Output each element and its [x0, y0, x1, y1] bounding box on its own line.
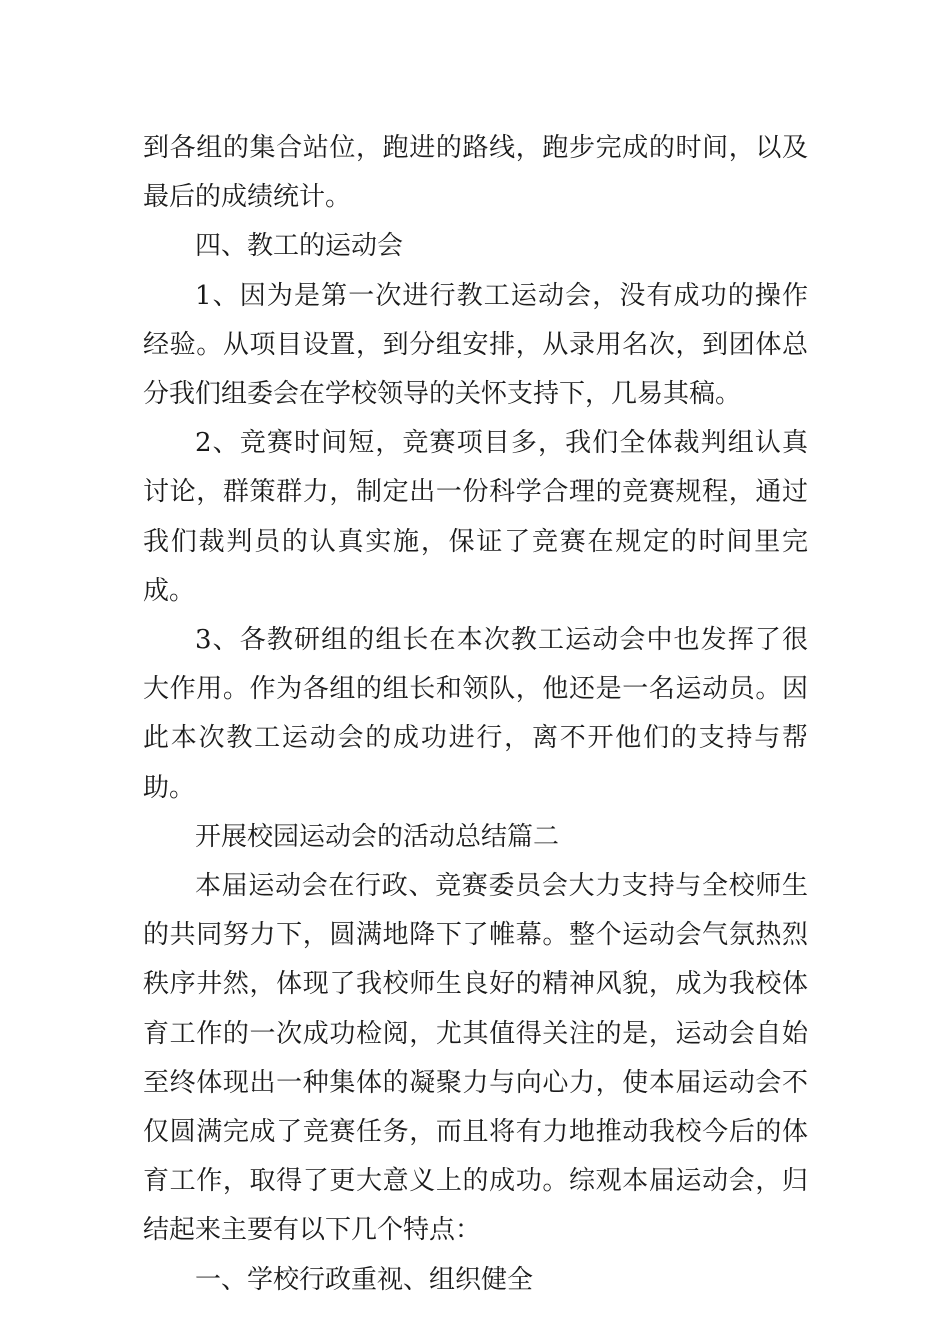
paragraph-summary: 本届运动会在行政、竞赛委员会大力支持与全校师生的共同努力下，圆满地降下了帷幕。整个运动会气氛热烈秩序井然，体现了我校师生良好的精神风貌，成为我校体育工作的一次成功检阅，尤其值得关注的是，运动会自始至终体现出一种集体的凝聚力与向心力，使本届运动会不仅圆满完成了竞赛任务，而且将有力地推动我校今后的体育工作，取得了更大意义上的成功。综观本届运动会，归结起来主要有以下几个特点： [143, 871, 808, 1246]
article-title-part-two: 开展校园运动会的活动总结篇二 [195, 821, 560, 852]
paragraph-continuation: 到各组的集合站位，跑进的路线，跑步完成的时间，以及最后的成绩统计。 [143, 133, 808, 213]
paragraph-point-1: 1、因为是第一次进行教工运动会，没有成功的操作经验。从项目设置，到分组安排，从录用名次，到团体总分我们组委会在学校领导的关怀支持下，几易其稿。 [143, 280, 808, 410]
section-heading-staff-games: 四、教工的运动会 [195, 231, 404, 262]
document-body [143, 124, 808, 1305]
paragraph-point-2: 2、竞赛时间短，竞赛项目多，我们全体裁判组认真讨论，群策群力，制定出一份科学合理的竞赛规程，通过我们裁判员的认真实施，保证了竞赛在规定的时间里完成。 [143, 428, 808, 606]
section-heading-administration: 一、学校行政重视、组织健全 [195, 1264, 534, 1295]
paragraph-point-3: 3、各教研组的组长在本次教工运动会中也发挥了很大作用。作为各组的组长和领队，他还是一名运动员。因此本次教工运动会的成功进行，离不开他们的支持与帮助。 [143, 625, 808, 803]
